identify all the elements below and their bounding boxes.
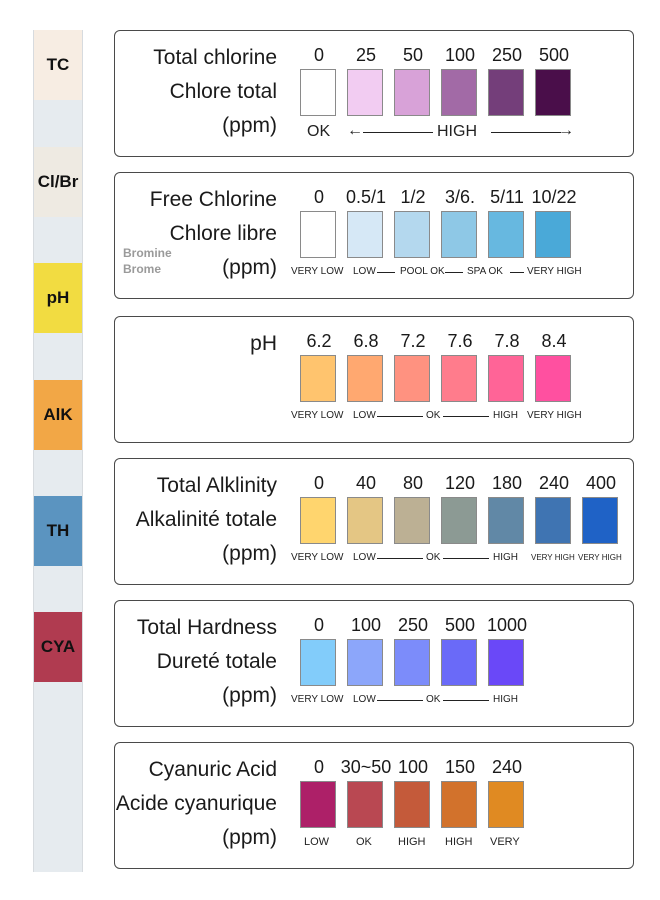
section-labels [116, 753, 277, 855]
scale-value: 180 [491, 473, 523, 493]
scale-label: LOW [353, 552, 376, 563]
scale-label: VERY HIGH [578, 553, 622, 562]
pad-label: CYA [40, 637, 76, 656]
pad-label: pH [46, 288, 70, 307]
card-ph [114, 316, 634, 443]
scale-label-ok: OK [307, 123, 331, 140]
arrow-line [510, 272, 524, 273]
scale-label: HIGH [493, 552, 518, 563]
label-line: (ppm) [222, 542, 277, 565]
section-labels [137, 611, 277, 713]
scale-label: VERY LOW [291, 552, 344, 563]
color-swatch [535, 355, 571, 402]
color-swatch [394, 211, 430, 258]
color-swatch [347, 639, 383, 686]
color-swatch [300, 69, 336, 116]
scale-value: 7.8 [494, 331, 520, 351]
scale-label: OK [426, 552, 441, 563]
label-line: Total chlorine [153, 46, 277, 69]
label-line: pH [250, 332, 277, 355]
color-swatch [441, 69, 477, 116]
pad-th [34, 496, 82, 566]
scale-value: 8.4 [541, 331, 567, 351]
color-swatch [347, 211, 383, 258]
label-line: Acide cyanurique [115, 792, 277, 815]
scale-value: 100 [397, 757, 429, 777]
scale-value: 1000 [486, 615, 528, 635]
color-swatch [300, 355, 336, 402]
arrow-line [443, 416, 489, 417]
scale-value: 500 [538, 45, 570, 65]
scale-value: 150 [444, 757, 476, 777]
color-swatch [300, 639, 336, 686]
scale-label: POOL OK [400, 266, 445, 277]
scale-value: 7.6 [447, 331, 473, 351]
arrow-line [443, 700, 489, 701]
color-swatch [441, 355, 477, 402]
color-swatch [394, 781, 430, 828]
arrow-line [377, 416, 423, 417]
color-swatch [347, 355, 383, 402]
pad-label: AlK [43, 405, 73, 424]
label-line: Chlore libre [169, 222, 277, 245]
label-line: Cyanuric Acid [148, 758, 277, 781]
scale-value: 25 [355, 45, 377, 65]
scale-value: 30~50 [340, 757, 392, 777]
color-swatch [488, 781, 524, 828]
scale-label: VERY HIGH [531, 553, 575, 562]
pad-tc [34, 30, 82, 100]
color-swatch [300, 781, 336, 828]
color-swatch [441, 497, 477, 544]
arrow-line [377, 700, 423, 701]
scale-label: HIGH [493, 694, 518, 705]
scale-value: 120 [444, 473, 476, 493]
label-line: Dureté totale [156, 650, 277, 673]
color-swatch [394, 497, 430, 544]
color-swatch [535, 69, 571, 116]
color-swatch [441, 211, 477, 258]
scale-value: 100 [350, 615, 382, 635]
color-swatch [347, 781, 383, 828]
scale-label-high: HIGH [437, 123, 477, 140]
scale-value: 240 [538, 473, 570, 493]
arrow-right-icon: → [558, 122, 574, 139]
color-swatch [535, 497, 571, 544]
card-cyanuric-acid [114, 742, 634, 869]
scale-label: OK [426, 410, 441, 421]
scale-label: VERY HIGH [527, 266, 582, 277]
scale-label: VERY HIGH [527, 410, 582, 421]
section-labels [153, 41, 277, 143]
pad-label: TH [46, 521, 70, 540]
scale-label: LOW [353, 410, 376, 421]
scale-label: VERY LOW [291, 266, 344, 277]
section-labels [250, 327, 277, 361]
scale-value: 0 [313, 45, 324, 65]
pad-cya [34, 612, 82, 682]
pad-label: TC [46, 55, 70, 74]
note-line: Brome [123, 262, 162, 276]
pad-ph [34, 263, 82, 333]
color-swatch [488, 211, 524, 258]
arrow-line [377, 558, 423, 559]
scale-value: 1/2 [400, 187, 426, 207]
color-swatch [488, 355, 524, 402]
card-total-hardness [114, 600, 634, 727]
color-swatch [441, 781, 477, 828]
label-line: (ppm) [222, 256, 277, 279]
scale-value: 50 [402, 45, 424, 65]
pad-alk [34, 380, 82, 450]
scale-label: SPA OK [467, 266, 503, 277]
scale-label: LOW [353, 266, 376, 277]
label-line: Total Alklinity [156, 474, 277, 497]
label-line: Total Hardness [136, 616, 277, 639]
color-swatch [300, 497, 336, 544]
color-swatch [535, 211, 571, 258]
scale-value: 7.2 [400, 331, 426, 351]
scale-value: 250 [397, 615, 429, 635]
scale-value: 400 [585, 473, 617, 493]
scale-label: OK [356, 836, 372, 848]
note-line: Bromine [123, 246, 172, 260]
label-line: (ppm) [222, 684, 277, 707]
arrow-line [377, 272, 395, 273]
scale-value: 6.8 [353, 331, 379, 351]
label-line: (ppm) [222, 826, 277, 849]
scale-value: 5/11 [490, 187, 524, 207]
scale-value: 3/6. [444, 187, 476, 207]
scale-value: 0.5/1 [345, 187, 387, 207]
color-swatch [394, 355, 430, 402]
label-line: Chlore total [169, 80, 277, 103]
arrow-line [445, 272, 463, 273]
scale-label: LOW [304, 836, 330, 848]
scale-value: 10/22 [531, 187, 577, 207]
label-line: Alkalinité totale [135, 508, 277, 531]
scale-value: 0 [313, 757, 324, 777]
bromine-note [123, 245, 172, 277]
color-swatch [582, 497, 618, 544]
scale-value: 80 [402, 473, 424, 493]
color-swatch [347, 69, 383, 116]
pad-label: Cl/Br [37, 172, 79, 191]
color-swatch [300, 211, 336, 258]
arrow-line [363, 132, 433, 133]
scale-value: 240 [491, 757, 523, 777]
card-total-alkalinity [114, 458, 634, 585]
scale-label: LOW [353, 694, 376, 705]
card-free-chlorine [114, 172, 634, 299]
scale-label: HIGH [398, 836, 426, 848]
scale-value: 40 [355, 473, 377, 493]
color-swatch [488, 639, 524, 686]
scale-label: VERY LOW [291, 410, 344, 421]
scale-label: VERY LOW [291, 694, 344, 705]
section-labels [136, 469, 277, 571]
scale-label: HIGH [493, 410, 518, 421]
arrow-left-icon: ← [347, 122, 363, 139]
scale-value: 500 [444, 615, 476, 635]
scale-value: 0 [313, 187, 324, 207]
test-strip [33, 30, 83, 872]
scale-value: 6.2 [306, 331, 332, 351]
scale-value: 250 [491, 45, 523, 65]
scale-label: VERY [490, 836, 520, 848]
arrow-line [491, 132, 561, 133]
pad-cl-br [34, 147, 82, 217]
scale-label: OK [426, 694, 441, 705]
scale-label: HIGH [445, 836, 473, 848]
color-swatch [441, 639, 477, 686]
scale-value: 0 [313, 473, 324, 493]
color-swatch [488, 497, 524, 544]
label-line: (ppm) [222, 114, 277, 137]
label-line: Free Chlorine [149, 188, 277, 211]
arrow-line [443, 558, 489, 559]
color-swatch [394, 69, 430, 116]
card-total-chlorine [114, 30, 634, 157]
scale-value: 0 [313, 615, 324, 635]
color-swatch [347, 497, 383, 544]
scale-value: 100 [444, 45, 476, 65]
color-swatch [488, 69, 524, 116]
color-swatch [394, 639, 430, 686]
